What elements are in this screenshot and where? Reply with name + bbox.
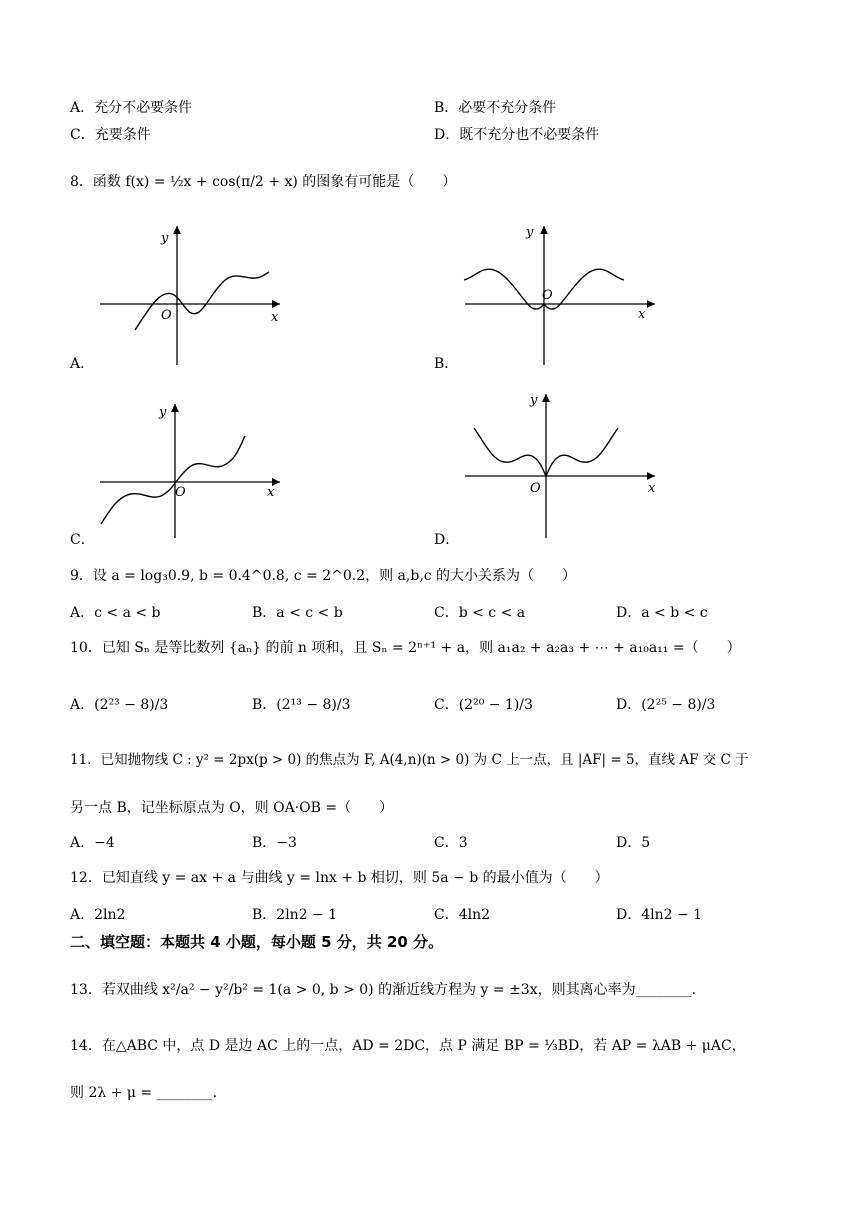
- graph-d-origin-label: O: [530, 481, 541, 496]
- q10-option-b: B．(2¹³ − 8)/3: [252, 697, 351, 713]
- q11-option-c: C．3: [434, 835, 468, 851]
- q9-option-c: C．b < c < a: [434, 605, 526, 621]
- q11-option-a: A．−4: [70, 835, 115, 851]
- q11-stem-line1: 11．已知抛物线 C : y² = 2px(p > 0) 的焦点为 F, A(4,n)(n > 0) 为 C 上一点，且 |AF| = 5，直线 AF 交 C 于: [70, 752, 749, 768]
- q12-option-a: A．2ln2: [70, 907, 126, 923]
- graph-a-y-label: y: [161, 231, 169, 246]
- q7-option-b: B．必要不充分条件: [434, 100, 557, 116]
- q12-stem: 12．已知直线 y = ax + a 与曲线 y = lnx + b 相切，则 5a − b 的最小值为（ ）: [70, 870, 609, 886]
- graph-a-origin-label: O: [161, 308, 172, 323]
- graph-b-y-label: y: [526, 225, 534, 240]
- graph-b-x-label: x: [638, 307, 646, 322]
- q10-option-c: C．(2²⁰ − 1)/3: [434, 697, 533, 713]
- graph-c-origin-label: O: [175, 485, 186, 500]
- graph-b-origin-label: O: [542, 288, 553, 303]
- q7-option-a: A．充分不必要条件: [70, 100, 193, 116]
- q11-option-d: D．5: [616, 835, 651, 851]
- graph-c: [95, 400, 285, 540]
- q12-option-d: D．4ln2 − 1: [616, 907, 703, 923]
- section-heading-fill-in: 二、填空题：本题共 4 小题，每小题 5 分，共 20 分。: [70, 933, 444, 951]
- graph-d-x-label: x: [648, 481, 656, 496]
- q7-option-d: D．既不充分也不必要条件: [434, 127, 600, 143]
- q11-option-b: B．−3: [252, 835, 297, 851]
- q12-option-b: B．2ln2 − 1: [252, 907, 338, 923]
- graph-d-y-label: y: [530, 393, 538, 408]
- q9-option-a: A．c < a < b: [70, 605, 161, 621]
- q14-stem-line1: 14．在△ABC 中，点 D 是边 AC 上的一点，AD = 2DC，点 P 满足 BP = ⅓BD，若 AP = λAB + μAC，: [70, 1038, 746, 1054]
- graph-d-option-label: D．: [434, 532, 460, 548]
- graph-a: [95, 222, 285, 367]
- q9-stem: 9．设 a = log₃0.9, b = 0.4^0.8, c = 2^0.2，则 a,b,c 的大小关系为（ ）: [70, 568, 577, 584]
- q12-option-c: C．4ln2: [434, 907, 491, 923]
- graph-c-option-label: C．: [70, 532, 95, 548]
- q7-option-c: C．充要条件: [70, 127, 151, 143]
- q13-stem: 13．若双曲线 x²/a² − y²/b² = 1(a > 0, b > 0) 的渐近线方程为 y = ±3x，则其离心率为________.: [70, 982, 697, 998]
- graph-a-option-label: A．: [70, 356, 95, 372]
- graph-b: [460, 222, 660, 367]
- q9-option-d: D．a < b < c: [616, 605, 708, 621]
- q8-stem: 8．函数 f(x) = ½x + cos(π/2 + x) 的图象有可能是（ ）: [70, 174, 457, 190]
- q10-stem: 10．已知 Sₙ 是等比数列 {aₙ} 的前 n 项和，且 Sₙ = 2ⁿ⁺¹ + a，则 a₁a₂ + a₂a₃ + ⋯ + a₁₀a₁₁ =（ ）: [70, 640, 741, 656]
- graph-a-x-label: x: [271, 310, 279, 325]
- q14-stem-line2: 则 2λ + μ = ________.: [70, 1085, 218, 1101]
- q10-option-a: A．(2²³ − 8)/3: [70, 697, 169, 713]
- q11-stem-line2: 另一点 B，记坐标原点为 O，则 OA·OB =（ ）: [70, 800, 394, 816]
- graph-d: [460, 390, 660, 540]
- q9-option-b: B．a < c < b: [252, 605, 343, 621]
- graph-b-option-label: B．: [434, 356, 459, 372]
- graph-c-y-label: y: [159, 405, 167, 420]
- graph-c-x-label: x: [267, 485, 275, 500]
- q10-option-d: D．(2²⁵ − 8)/3: [616, 697, 716, 713]
